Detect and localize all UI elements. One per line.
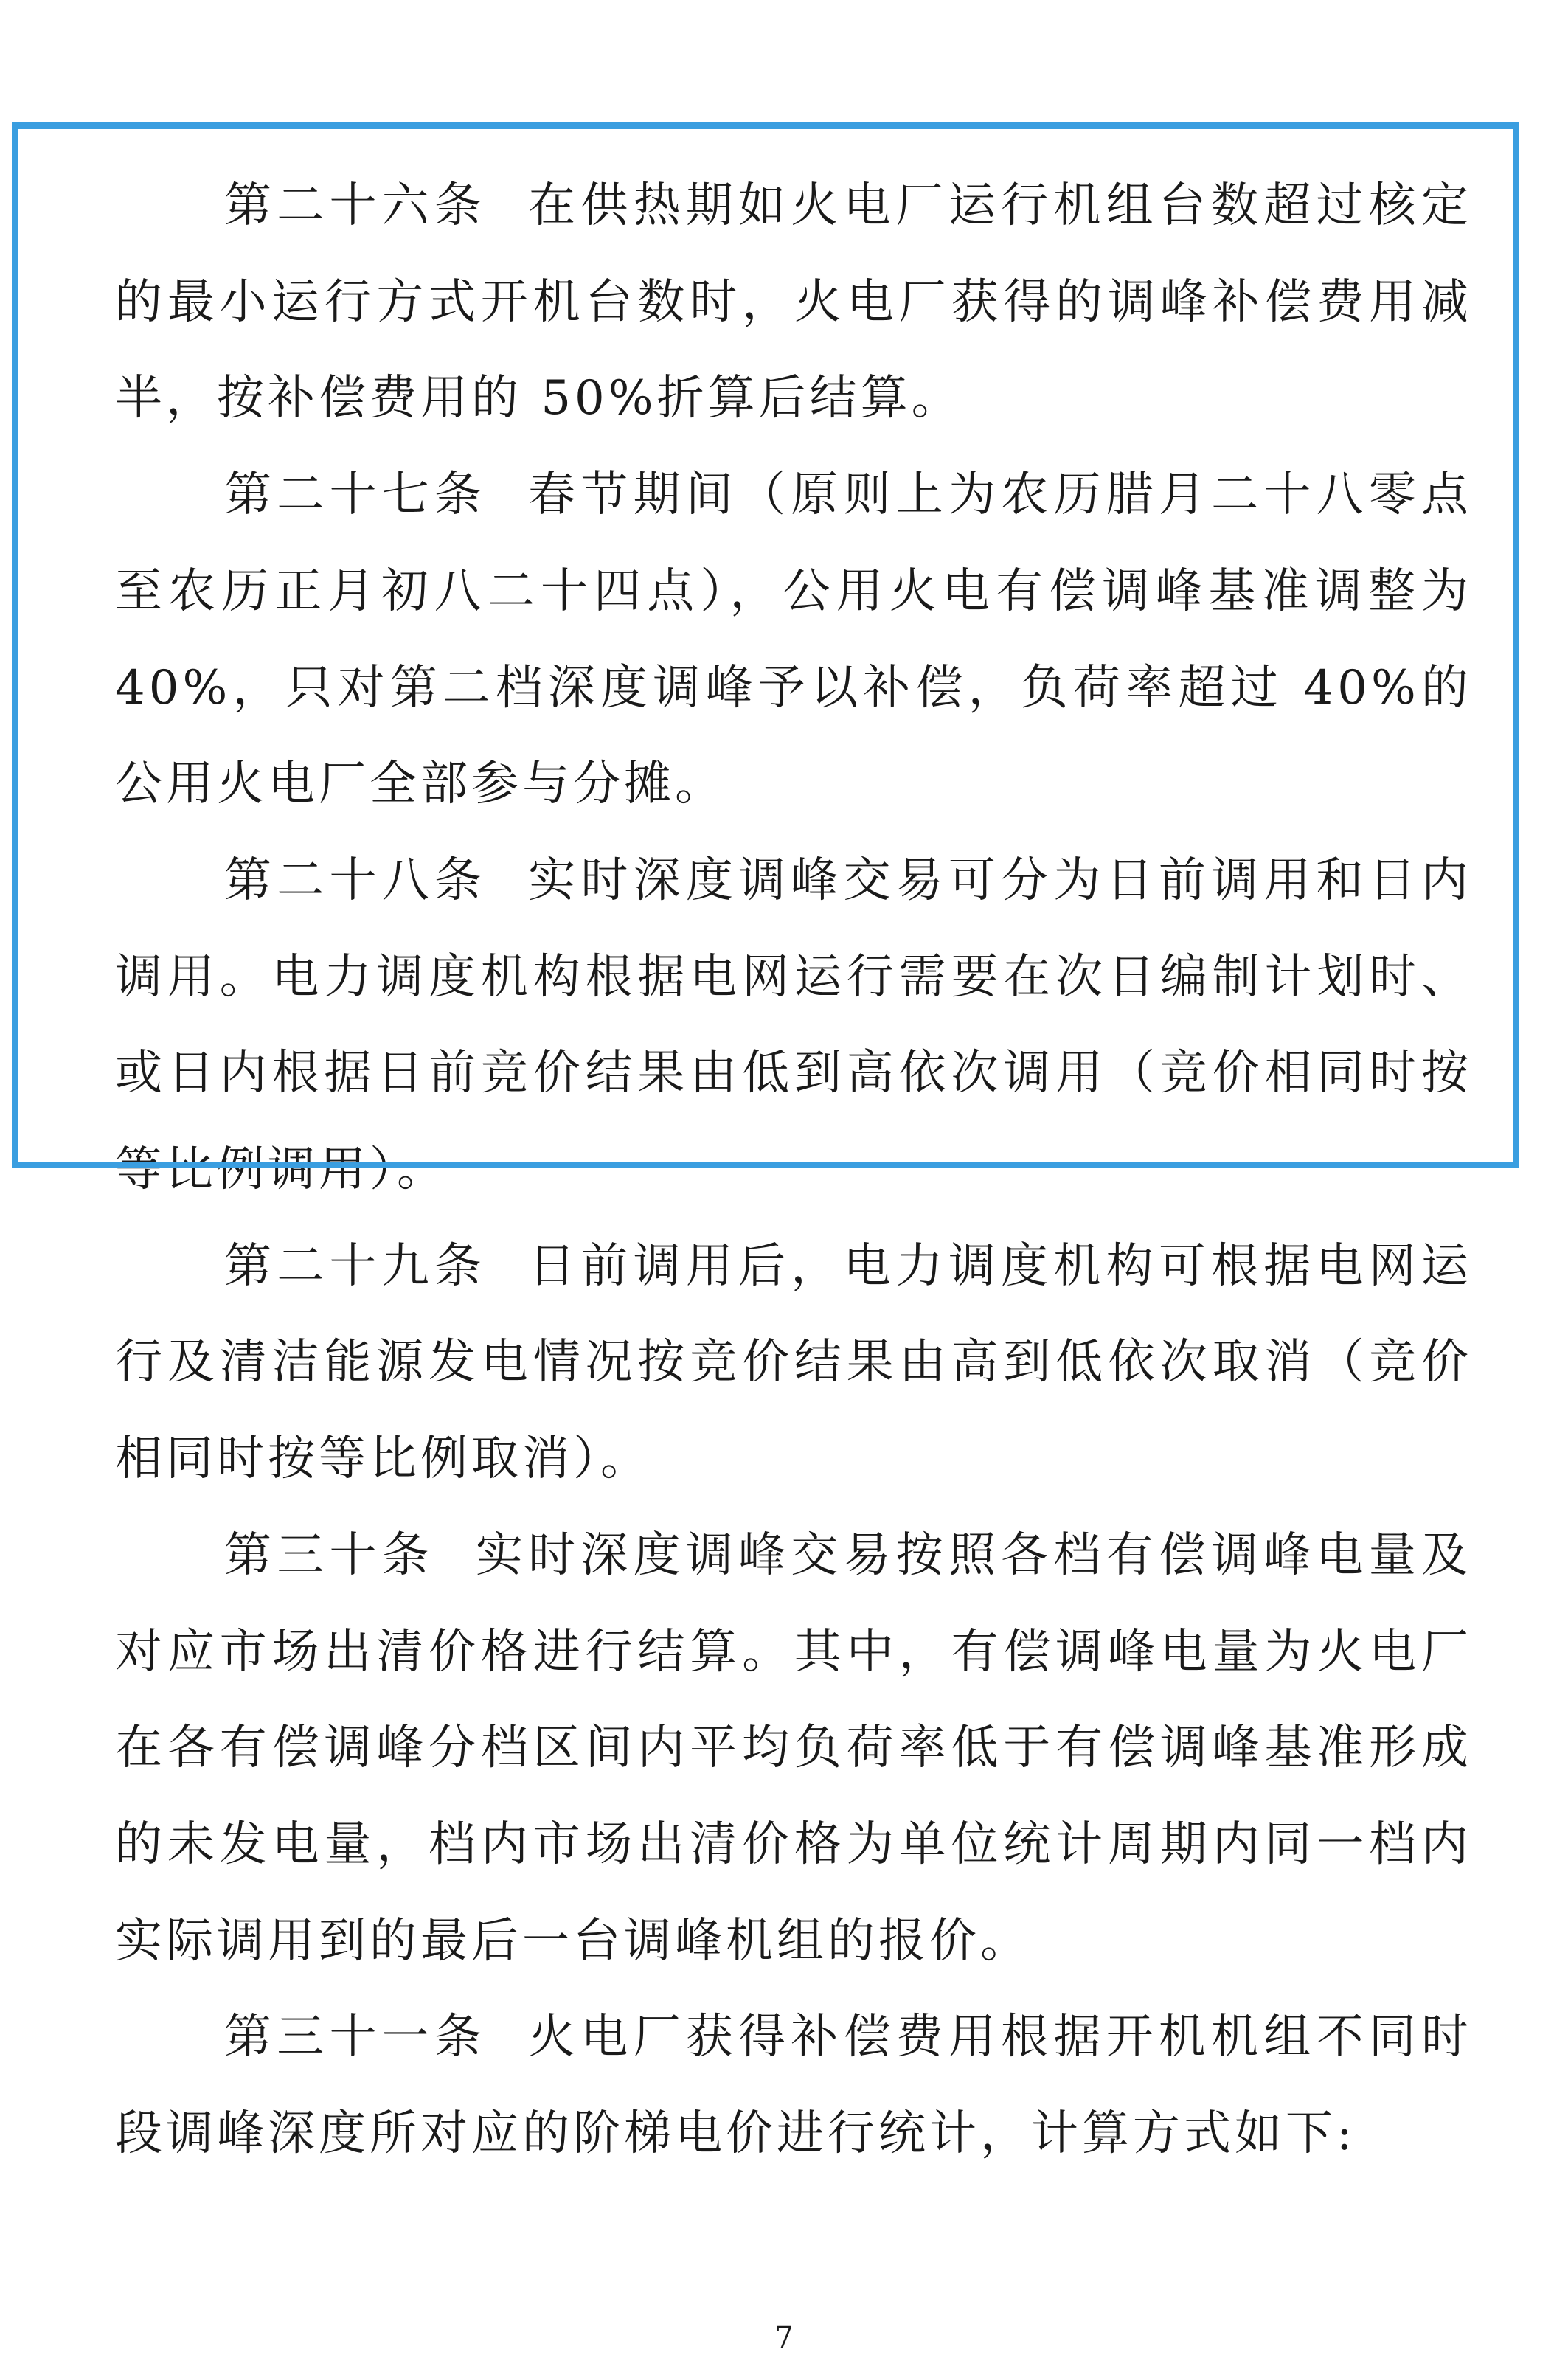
article-number: 第二十九条 — [224, 1238, 488, 1294]
article-text: 实时深度调峰交易按照各档有偿调峰电量及对应市场出清价格进行结算。其中，有偿调峰电量为火电厂在各有偿调峰分档区间内平均负荷率低于有偿调峰基准形成的未发电量，档内市场出清价格为单位统计周期内同一档内实际调用到的最后一台调峰机组的报价。 — [115, 1527, 1473, 1969]
page-number: 7 — [774, 2321, 794, 2355]
article-28 — [115, 833, 1472, 1218]
article-number: 第三十一条 — [224, 2010, 488, 2065]
document-body — [115, 158, 1472, 2182]
article-number: 第二十八条 — [224, 853, 488, 908]
article-26 — [115, 158, 1472, 447]
article-number: 第二十七条 — [224, 468, 488, 523]
article-text: 日前调用后，电力调度机构可根据电网运行及清洁能源发电情况按竞价结果由高到低依次取消（竞价相同时按等比例取消）。 — [115, 1238, 1473, 1487]
article-number: 第二十六条 — [224, 178, 488, 233]
article-text: 在供热期如火电厂运行机组台数超过核定的最小运行方式开机台数时，火电厂获得的调峰补偿费用减半，按补偿费用的 50%折算后结算。 — [115, 178, 1473, 426]
article-number: 第三十条 — [224, 1527, 434, 1583]
article-text: 火电厂获得补偿费用根据开机机组不同时段调峰深度所对应的阶梯电价进行统计，计算方式如下: — [115, 2010, 1473, 2162]
article-text: 实时深度调峰交易可分为日前调用和日内调用。电力调度机构根据电网运行需要在次日编制计划时、或日内根据日前竞价结果由低到高依次调用（竞价相同时按等比例调用）。 — [115, 853, 1473, 1198]
article-31 — [115, 1989, 1472, 2182]
article-29 — [115, 1218, 1472, 1508]
article-27 — [115, 447, 1472, 833]
article-text: 春节期间（原则上为农历腊月二十八零点至农历正月初八二十四点），公用火电有偿调峰基准调整为 40%，只对第二档深度调峰予以补偿，负荷率超过 40%的公用火电厂全部参与分摊。 — [115, 468, 1473, 812]
article-30 — [115, 1508, 1472, 1990]
